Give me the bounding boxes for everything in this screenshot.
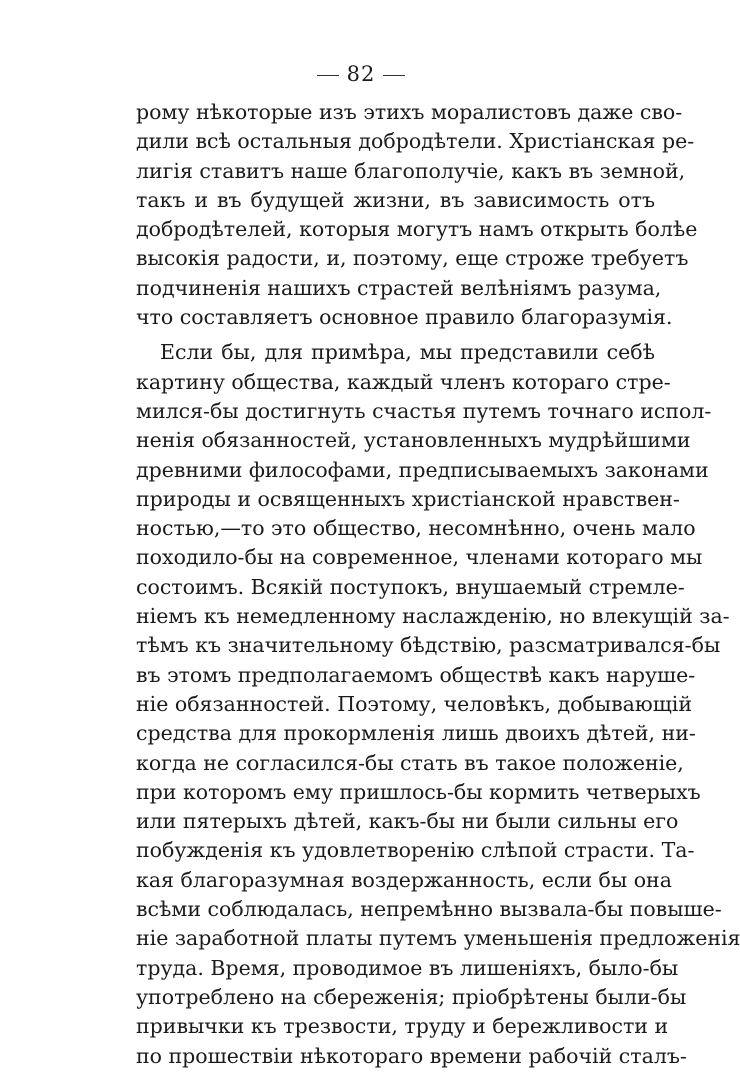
- header-dash-left: [317, 75, 339, 76]
- text-line: ностью,—то это общество, несомнѣнно, очень мало: [136, 516, 696, 541]
- body-text: [136, 98, 740, 1071]
- text-line: тѣмъ къ значительному бѣдствію, разсматривался-бы: [136, 633, 721, 658]
- text-line: побужденія къ удовлетворенію слѣпой страсти. Та-: [136, 838, 695, 863]
- text-line: лигія ставитъ наше благополучіе, какъ въ земной,: [136, 158, 686, 183]
- text-line: труда. Время, проводимое въ лишеніяхъ, было-бы: [136, 955, 679, 980]
- paragraph-2: [136, 338, 740, 1070]
- paragraph-1: [136, 98, 698, 332]
- text-line: по прошествіи нѣкотораго времени рабочій сталъ-: [136, 1043, 687, 1068]
- text-line: добродѣтелей, которыя могутъ намъ открыть болѣе: [136, 217, 698, 242]
- text-line: состоимъ. Всякій поступокъ, внушаемый стремле-: [136, 574, 685, 599]
- text-line: средства для прокормленія лишь двоихъ дѣтей, ни-: [136, 721, 696, 746]
- text-line: Если бы, для примѣра, мы представили себѣ: [160, 340, 655, 365]
- page-number: 82: [346, 62, 376, 86]
- text-line: употреблено на сбереженія; пріобрѣтены были-бы: [136, 984, 687, 1009]
- text-line: такъ и въ будущей жизни, въ зависимость отъ: [136, 187, 655, 212]
- text-line: всѣми соблюдалась, непремѣнно вызвала-бы повыше-: [136, 897, 722, 922]
- text-line: рому нѣкоторые изъ этихъ моралистовъ даже сво-: [136, 100, 683, 124]
- text-line: мился-бы достигнуть счастья путемъ точнаго испол-: [136, 398, 712, 423]
- text-line: ненія обязанностей, установленныхъ мудрѣйшими: [136, 428, 691, 453]
- text-line: въ этомъ предполагаемомъ обществѣ какъ наруше-: [136, 662, 696, 687]
- text-line: картину общества, каждый членъ котораго стре-: [136, 369, 671, 394]
- text-line: кая благоразумная воздержанность, если бы она: [136, 867, 672, 892]
- text-line: дили всѣ остальныя добродѣтели. Христіанская ре-: [136, 129, 695, 154]
- text-line: что составляетъ основное правило благоразумія.: [136, 305, 673, 330]
- text-line: подчиненія нашихъ страстей велѣніямъ разума,: [136, 275, 662, 300]
- text-line: ніе заработной платы путемъ уменьшенія предложенія: [136, 926, 740, 951]
- text-line: привычки къ трезвости, труду и бережливости и: [136, 1014, 669, 1039]
- text-line: при которомъ ему пришлось-бы кормить четверыхъ: [136, 779, 701, 804]
- text-line: ніе обязанностей. Поэтому, человѣкъ, добывающій: [136, 691, 692, 716]
- text-line: высокія радости, и, поэтому, еще строже требуетъ: [136, 246, 689, 271]
- text-line: походило-бы на современное, членами котораго мы: [136, 545, 703, 570]
- text-line: или пятерыхъ дѣтей, какъ-бы ни были сильны его: [136, 809, 679, 834]
- page-header: [0, 62, 722, 86]
- text-line: когда не согласился-бы стать въ такое положеніе,: [136, 750, 684, 775]
- text-line: древними философами, предписываемыхъ законами: [136, 457, 709, 482]
- text-line: ніемъ къ немедленному наслажденію, но влекущій за-: [136, 604, 730, 629]
- text-line: природы и освященныхъ христіанской нравствен-: [136, 486, 680, 511]
- header-dash-right: [383, 75, 405, 76]
